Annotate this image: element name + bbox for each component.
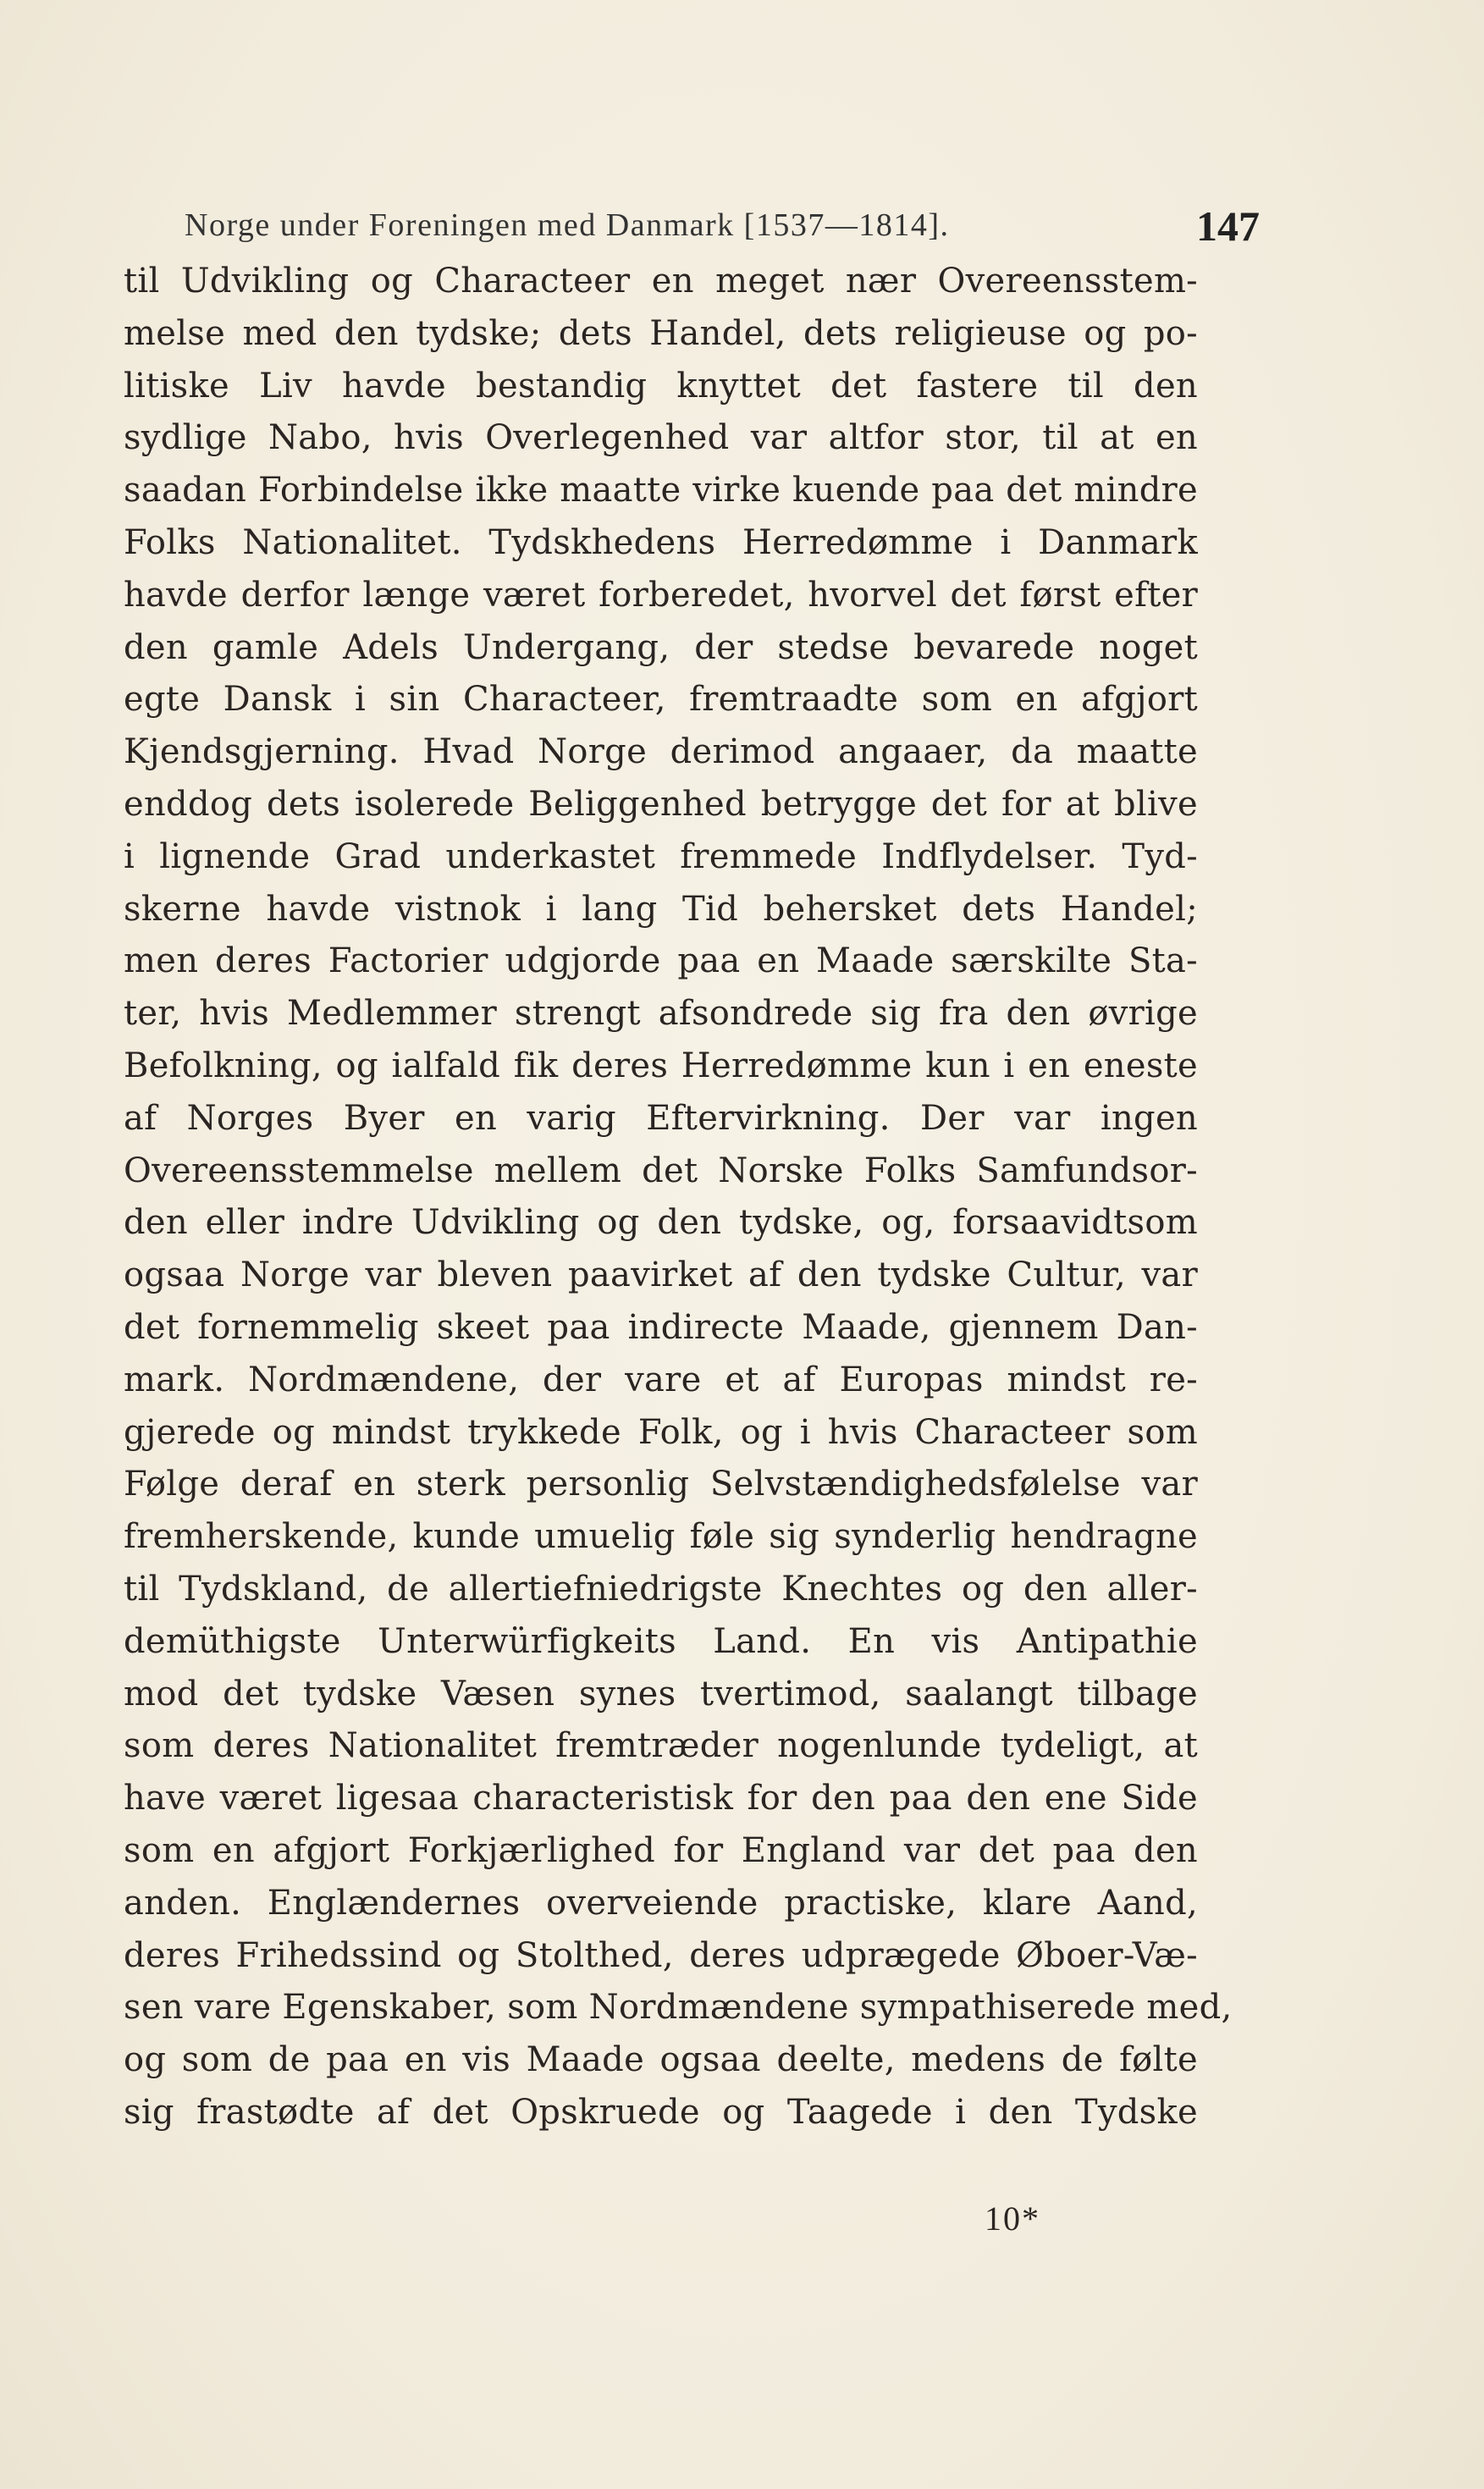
text-line: sig frastødte af det Opskruede og Taagede i den Tydske [124,2092,1198,2132]
text-line: litiske Liv havde bestandig knyttet det fastere til den [124,366,1198,406]
text-line: Overeensstemmelse mellem det Norske Folks Samfundsor- [124,1151,1198,1190]
text-line: havde derfor længe været forberedet, hvorvel det først efter [124,575,1198,615]
text-line: til Tydskland, de allertiefniedrigste Knechtes og den aller- [124,1569,1198,1609]
text-line: det fornemmelig skeet paa indirecte Maade, gjennem Dan- [124,1307,1198,1347]
text-line: egte Dansk i sin Characteer, fremtraadte som en afgjort [124,680,1198,720]
text-line: Kjendsgjerning. Hvad Norge derimod angaaer, da maatte [124,732,1198,772]
text-line: til Udvikling og Characteer en meget nær Overeensstem- [124,262,1198,301]
text-line: melse med den tydske; dets Handel, dets religieuse og po- [124,313,1198,353]
text-line: deres Frihedssind og Stolthed, deres udprægede Øboer-Væ- [124,1935,1198,1975]
running-head-title: Norge under Foreningen med Danmark [1537—1814]. [185,207,950,243]
text-line: anden. Englændernes overveiende practiske, klare Aand, [124,1883,1198,1923]
text-line: mod det tydske Væsen synes tvertimod, saalangt tilbage [124,1674,1198,1714]
text-line: sen vare Egenskaber, som Nordmændene sympathiserede med, [124,1988,1233,2028]
text-line: af Norges Byer en varig Eftervirkning. Der var ingen [124,1098,1198,1138]
text-line: men deres Factorier udgjorde paa en Maade særskilte Sta- [124,941,1198,981]
text-line: sydlige Nabo, hvis Overlegenhed var altfor stor, til at en [124,418,1198,458]
signature-mark: 10* [985,2199,1040,2238]
text-line: og som de paa en vis Maade ogsaa deelte, medens de følte [124,2040,1198,2080]
text-line: som en afgjort Forkjærlighed for England var det paa den [124,1830,1198,1870]
text-line: den gamle Adels Undergang, der stedse bevarede noget [124,627,1198,667]
text-line: enddog dets isolerede Beliggenhed betrygge det for at blive [124,784,1198,824]
running-head [185,201,1260,252]
text-line: mark. Nordmændene, der vare et af Europas mindst re- [124,1360,1198,1399]
text-line: Befolkning, og ialfald fik deres Herredømme kun i en eneste [124,1046,1198,1085]
text-line: fremherskende, kunde umuelig føle sig synderlig hendragne [124,1517,1198,1557]
page-number: 147 [1196,202,1260,250]
text-line: den eller indre Udvikling og den tydske, og, forsaavidtsom [124,1203,1198,1243]
text-line: ter, hvis Medlemmer strengt afsondrede sig fra den øvrige [124,994,1198,1034]
text-line: som deres Nationalitet fremtræder nogenlunde tydeligt, at [124,1726,1198,1766]
text-line: ogsaa Norge var bleven paavirket af den tydske Cultur, var [124,1256,1198,1295]
text-line: Følge deraf en sterk personlig Selvstændighedsfølelse var [124,1465,1198,1504]
text-line: i lignende Grad underkastet fremmede Indflydelser. Tyd- [124,836,1198,876]
text-line: have været ligesaa characteristisk for den paa den ene Side [124,1779,1198,1818]
text-line: Folks Nationalitet. Tydskhedens Herredømme i Danmark [124,522,1198,562]
text-line: saadan Forbindelse ikke maatte virke kuende paa det mindre [124,471,1198,510]
text-line: demüthigste Unterwürfigkeits Land. En vis Antipathie [124,1621,1198,1661]
text-line: skerne havde vistnok i lang Tid behersket dets Handel; [124,889,1198,929]
text-line: gjerede og mindst trykkede Folk, og i hvis Characteer som [124,1412,1198,1452]
body-text [124,256,1233,2139]
